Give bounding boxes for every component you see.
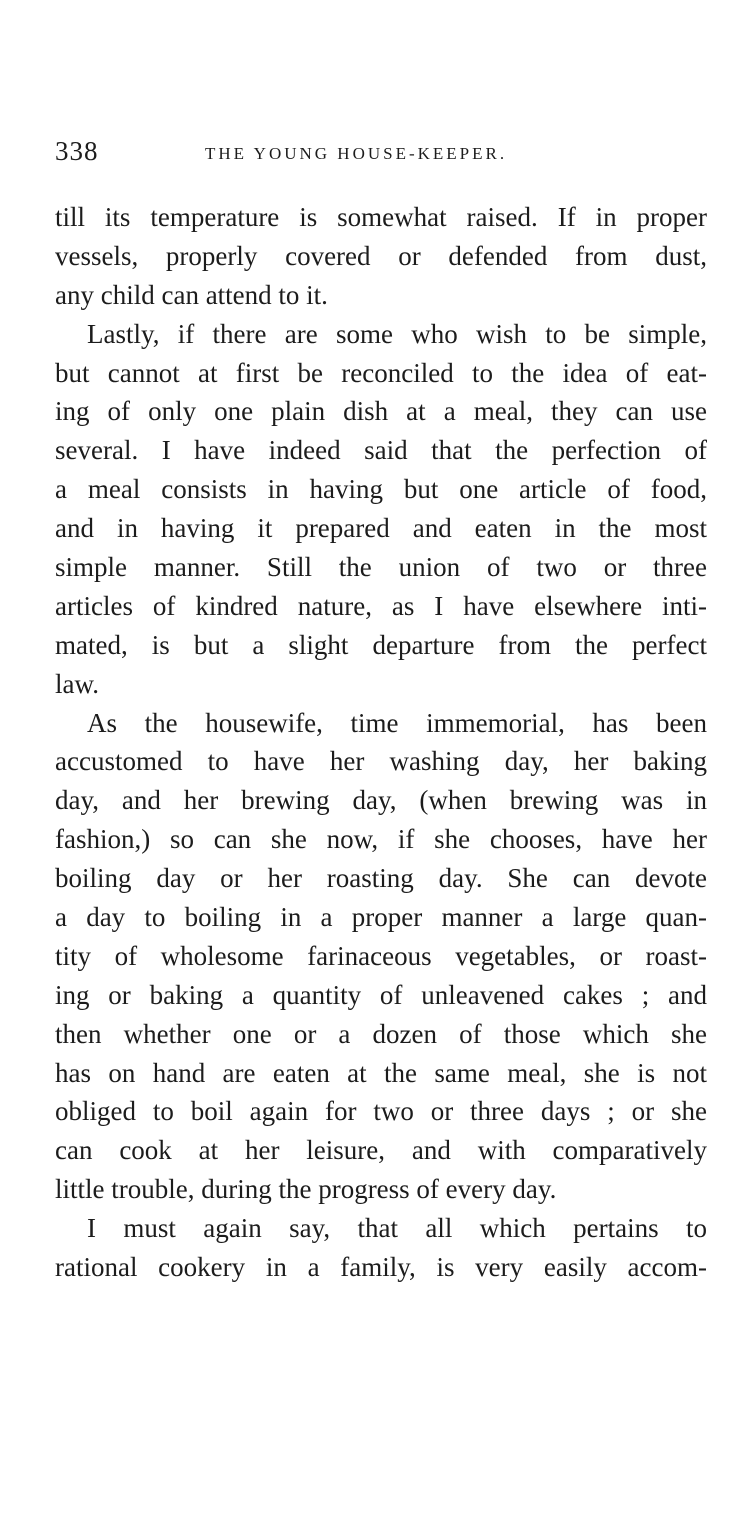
text-line: I must again say, that all which pertains to xyxy=(87,1213,707,1244)
text-line: mated, is but a slight departure from the perfect xyxy=(55,629,707,660)
text-line: accustomed to have her washing day, her baking xyxy=(55,746,707,777)
text-line: As the housewife, time immemorial, has been xyxy=(87,707,707,738)
running-head xyxy=(55,136,675,176)
text-line: but cannot at first be reconciled to the idea of eat- xyxy=(55,357,707,388)
text-line: ing of only one plain dish at a meal, they can use xyxy=(55,396,707,427)
text-line: simple manner. Still the union of two or three xyxy=(55,552,707,583)
text-line: can cook at her leisure, and with comparatively xyxy=(55,1135,707,1166)
text-line: fashion,) so can she now, if she chooses, have her xyxy=(55,824,707,855)
paragraph xyxy=(55,315,707,704)
body-text xyxy=(55,198,707,1287)
text-line: day, and her brewing day, (when brewing was in xyxy=(55,785,707,816)
text-line: ing or baking a quantity of unleavened cakes ; and xyxy=(55,979,707,1010)
paragraph xyxy=(55,198,707,315)
text-line: little trouble, during the progress of every day. xyxy=(55,1174,557,1205)
text-line: articles of kindred nature, as I have elsewhere inti- xyxy=(55,590,707,621)
text-line: tity of wholesome farinaceous vegetables, or roast- xyxy=(55,940,707,971)
page-number: 338 xyxy=(55,136,99,166)
text-line: obliged to boil again for two or three days ; or she xyxy=(55,1096,707,1127)
text-line: has on hand are eaten at the same meal, she is not xyxy=(55,1057,707,1088)
text-line: rational cookery in a family, is very easily accom- xyxy=(55,1252,707,1283)
text-line: a meal consists in having but one article of food, xyxy=(55,474,707,505)
running-title: THE YOUNG HOUSE-KEEPER. xyxy=(205,144,508,163)
paragraph xyxy=(55,704,707,1210)
text-line: several. I have indeed said that the perfection of xyxy=(55,435,707,466)
paragraph xyxy=(55,1209,707,1287)
text-line: law. xyxy=(55,668,99,699)
text-line: any child can attend to it. xyxy=(55,279,328,310)
text-line: and in having it prepared and eaten in the most xyxy=(55,513,707,544)
text-line: then whether one or a dozen of those which she xyxy=(55,1018,707,1049)
text-line: vessels, properly covered or defended from dust, xyxy=(55,240,707,271)
text-line: till its temperature is somewhat raised. If in proper xyxy=(55,202,707,232)
text-line: boiling day or her roasting day. She can devote xyxy=(55,863,707,894)
text-line: a day to boiling in a proper manner a large quan- xyxy=(55,902,707,933)
text-line: Lastly, if there are some who wish to be simple, xyxy=(87,318,707,349)
